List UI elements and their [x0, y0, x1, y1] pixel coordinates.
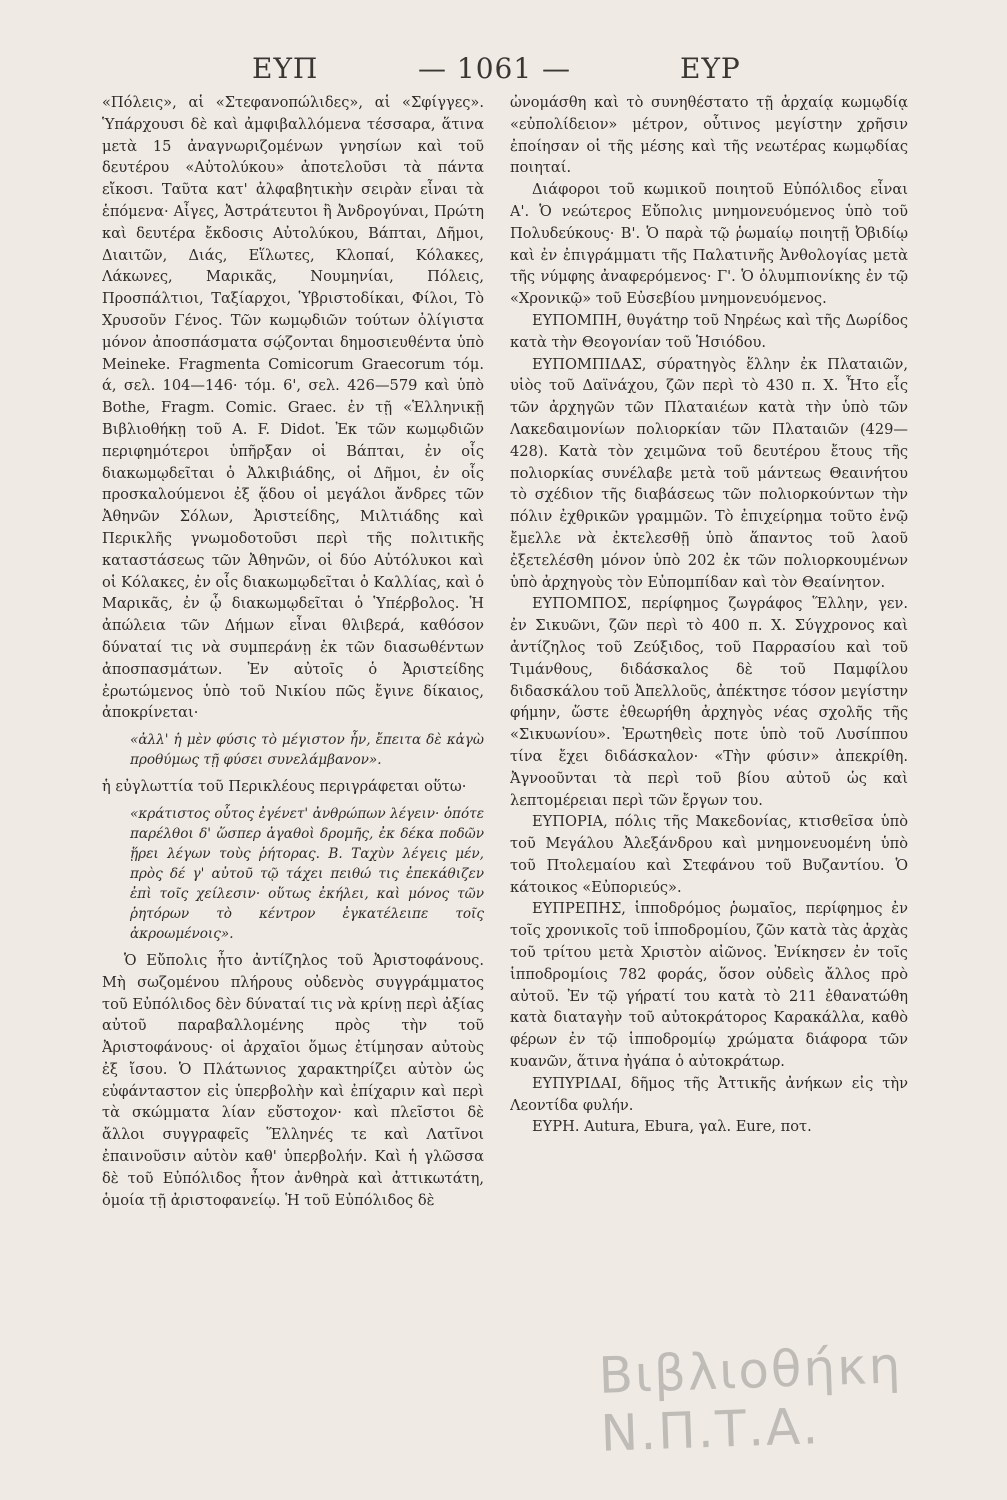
entry-body: δῆμος τῆς Ἀττικῆς ἀνήκων εἰς τὴν Λεοντίδα φυλήν.	[510, 1074, 908, 1114]
dictionary-entry	[510, 354, 908, 594]
entry-headword: ΕΥΠΡΕΠΗΣ,	[532, 900, 626, 918]
dictionary-entry	[510, 593, 908, 811]
entry-body: περίφημος ζωγράφος Ἕλλην, γεν. ἐν Σικυῶνι, ζῶν περὶ τὸ 400 π. Χ. Σύγχρονος καὶ ἀντίζηλος τοῦ Ζεύξιδος, τοῦ Παρρασίου καὶ τοῦ Τιμάνθους, διδάσκαλος δὲ τοῦ Παμφίλου διδασκάλου τοῦ Ἀπελλοῦς, ἀπέκτησε τόσον μεγίστην φήμην, ὥστε ἐθεωρήθη ἀρχηγὸς νέας σχολῆς τῆς «Σικυωνίου». Ἐρωτηθεὶς ποτε ὑπὸ τοῦ Λυσίππου τίνα ἔχει διδάσκαλον· «Τὴν φύσιν» ἀπεκρίθη. Ἀγνοοῦνται τὰ περὶ τοῦ βίου αὐτοῦ ὡς καὶ λεπτομέρειαι περὶ τῶν ἔργων του.	[510, 595, 908, 809]
entry-body: θυγάτηρ τοῦ Νηρέως καὶ τῆς Δωρίδος κατὰ τὴν Θεογονίαν τοῦ Ἡσιόδου.	[510, 311, 908, 351]
paragraph: «Πόλεις», αἱ «Στεφανοπώλιδες», αἱ «Σφίγγες». Ὑπάρχουσι δὲ καὶ ἀμφιβαλλόμενα τέσσαρα, ἅτινα μετὰ 15 ἀναγνωριζομένων γνησίων καὶ τοῦ δευτέρου «Αὐτολύκου» ἀποτελοῦσι τὰ πάντα εἴκοσι. Ταῦτα κατ' ἀλφαβητικὴν σειρὰν εἶναι τὰ ἑπόμενα· Αἶγες, Ἀστράτευτοι ἢ Ἀνδρογύναι, Πρώτη καὶ δευτέρα ἔκδοσις Αὐτολύκου, Βάπται, Δῆμοι, Διαιτῶν, Διάς, Εἵλωτες, Κλοπαί, Κόλακες, Λάκωνες, Μαρικᾶς, Νουμηνίαι, Πόλεις, Προσπάλτιοι, Ταξίαρχοι, Ὑβριστοδίκαι, Φίλοι, Τὸ Χρυσοῦν Γένος. Τῶν κωμῳδιῶν τούτων ὀλίγιστα μόνον ἀποσπάσματα σῴζονται δημοσιευθέντα ὑπὸ Meineke. Fragmenta Comicorum Graecorum τόμ. ά, σελ. 104—146· τόμ. 6', σελ. 426—579 καὶ ὑπὸ Bothe, Fragm. Comic. Graec. ἐν τῇ «Ἑλληνικῇ Βιβλιοθήκῃ τοῦ Α. F. Didot. Ἐκ τῶν κωμῳδιῶν περιφημότεροι ὑπῆρξαν οἱ Βάπται, ἐν οἷς διακωμῳδεῖται ὁ Ἀλκιβιάδης, οἱ Δῆμοι, ἐν οἷς προσκαλούμενοι ἐξ ᾅδου οἱ μεγάλοι ἄνδρες τῶν Ἀθηνῶν Σόλων, Ἀριστείδης, Μιλτιάδης καὶ Περικλῆς γνωμοδοτοῦσι περὶ τῆς πολιτικῆς καταστάσεως τῶν Ἀθηνῶν, οἱ δύο Αὐτόλυκοι καὶ οἱ Κόλακες, ἐν οἷς διακωμῳδεῖται ὁ Καλλίας, καὶ ὁ Μαρικᾶς, ἐν ᾧ διακωμῳδεῖται ὁ Ὑπέρβολος. Ἡ ἀπώλεια τῶν Δήμων εἶναι θλιβερά, καθόσον δύναταί τις νὰ συμπεράνῃ ἐκ τῶν διασωθέντων ἀποσπασμάτων. Ἐν αὐτοῖς ὁ Ἀριστείδης ἐρωτώμενος ὑπὸ τοῦ Νικίου πῶς ἔγινε δίκαιος, ἀποκρίνεται·	[102, 94, 484, 722]
dictionary-entry	[510, 811, 908, 898]
entry-headword: ΕΥΠΥΡΙΔΑΙ,	[532, 1074, 622, 1092]
running-header	[0, 52, 1007, 92]
paragraph: Ὁ Εὔπολις ἦτο ἀντίζηλος τοῦ Ἀριστοφάνους. Μὴ σωζομένου πλήρους οὐδενὸς συγγράμματος τοῦ Εὐπόλιδος δὲν δύναταί τις νὰ κρίνῃ περὶ ἀξίας αὐτοῦ παραβαλλομένης πρὸς τὴν τοῦ Ἀριστοφάνους· οἱ ἀρχαῖοι ὅμως ἐτίμησαν αὐτοὺς ἐξ ἴσου. Ὁ Πλάτωνιος χαρακτηρίζει αὐτὸν ὡς εὐφάνταστον εἰς ὑπερβολὴν καὶ ἐπίχαριν καὶ περὶ τὰ σκώμματα λίαν εὔστοχον· καὶ πλεῖστοι δὲ ἄλλοι συγγραφεῖς Ἕλληνές τε καὶ Λατῖνοι ἐπαινοῦσιν αὐτὸν καθ' ὑπερβολήν. Καὶ ἡ γλῶσσα δὲ τοῦ Εὐπόλιδος ἦτον ἀνθηρὰ καὶ ἀττικωτάτη, ὁμοία τῇ ἀριστοφανείῳ. Ἡ τοῦ Εὐπόλιδος δὲ	[102, 951, 484, 1209]
page-number: — 1061 —	[418, 52, 572, 85]
entry-body: σύρατηγὸς ἕλλην ἐκ Πλαταιῶν, υἱὸς τοῦ Δαϊνάχου, ζῶν περὶ τὸ 430 π. Χ. Ἦτο εἷς τῶν ἀρχηγῶν τῶν Πλαταιέων κατὰ τὴν ὑπὸ τῶν Λακεδαιμονίων πολιορκίαν τῶν Πλαταιῶν (429—428). Κατὰ τὸν χειμῶνα τοῦ δευτέρου ἔτους τῆς πολιορκίας συνέλαβε μετὰ τοῦ μάντεως Θεαινήτου τὸ σχέδιον τῆς διαβάσεως τῶν πολιορκούντων τὴν πόλιν ἐχθρικῶν γραμμῶν. Τὸ ἐπιχείρημα τοῦτο ἐνῷ ἔμελλε νὰ ἐκτελεσθῇ ὑπὸ ἅπαντος τοῦ λαοῦ ἐξετελέσθη μόνον ὑπὸ 202 ἐκ τῶν πολιορκουμένων ὑπὸ ἀρχηγοὺς τὸν Εὐπομπίδαν καὶ τὸν Θεαίνητον.	[510, 355, 908, 591]
entry-headword: ΕΥΠΟΡΙΑ,	[532, 813, 608, 831]
paragraph: Διάφοροι τοῦ κωμικοῦ ποιητοῦ Εὐπόλιδος εἶναι Α'. Ὁ νεώτερος Εὔπολις μνημονευόμενος ὑπὸ τοῦ Πολυδεύκους· Β'. Ὁ παρὰ τῷ ῥωμαίῳ ποιητῇ Ὀβιδίῳ καὶ ἐν ἐπιγράμματι τῆς Παλατινῆς Ἀνθολογίας μετὰ τῆς νύμφης ἀναφερόμενος· Γ'. Ὁ ὀλυμπιονίκης ἐν τῷ «Χρονικῷ» τοῦ Εὐσεβίου μνημονευόμενος.	[510, 181, 908, 308]
dictionary-entry	[510, 310, 908, 354]
header-right-guide: ΕΥΡ	[680, 52, 741, 85]
entry-headword: ΕΥΠΟΜΠΟΣ,	[532, 595, 632, 613]
dictionary-entry	[510, 1116, 908, 1138]
dictionary-entry	[510, 898, 908, 1072]
left-column	[102, 92, 484, 1462]
dictionary-entry	[510, 1073, 908, 1117]
entry-headword: ΕΥΡΗ.	[532, 1118, 580, 1136]
header-left-guide: ΕΥΠ	[252, 52, 319, 85]
entry-body: ἱπποδρόμος ῥωμαῖος, περίφημος ἐν τοῖς χρονικοῖς τοῦ ἱπποδρομίου, ζῶν κατὰ τὰς ἀρχὰς τοῦ τρίτου μετὰ Χριστὸν αἰῶνος. Ἐνίκησεν ἐν τοῖς ἱπποδρομίοις 782 φοράς, ὅσον οὐδεὶς ἄλλος πρὸ αὐτοῦ. Ἐν τῷ γήρατί του κατὰ τὸ 211 ἐθανατώθη κατὰ διαταγὴν τοῦ αὐτοκράτορος Καρακάλλα, καθὸ φέρων ἐν τῷ ἱπποδρομίῳ χρώματα διάφορα τῶν κυανῶν, ἅτινα ἠγάπα ὁ αὐτοκράτωρ.	[510, 900, 908, 1071]
library-stamp-watermark: Βιβλιοθήκη Ν.Π.Τ.Α.	[597, 1336, 904, 1463]
verse-quote: «κράτιστος οὗτος ἐγένετ' ἀνθρώπων λέγειν· ὁπότε παρέλθοι δ' ὥσπερ ἀγαθοὶ δρομῆς, ἐκ δέκα ποδῶν ᾕρει λέγων τοὺς ῥήτορας. Β. Ταχὺν λέγεις μέν, πρὸς δέ γ' αὐτοῦ τῷ τάχει πειθώ τις ἐπεκάθιζεν ἐπὶ τοῖς χείλεσιν· οὕτως ἐκήλει, καὶ μόνος τῶν ῥητόρων τὸ κέντρον ἐγκατέλειπε τοῖς ἀκροωμένοις».	[130, 805, 484, 942]
paragraph: ὠνομάσθη καὶ τὸ συνηθέστατο τῇ ἀρχαίᾳ κωμῳδίᾳ «εὐπολίδειον» μέτρον, οὗτινος μεγίστην χρῆσιν ἐποίησαν οἱ τῆς μέσης καὶ τῆς νεωτέρας κωμῳδίας ποιηταί.	[510, 94, 908, 177]
paragraph: ἡ εὐγλωττία τοῦ Περικλέους περιγράφεται οὕτω·	[102, 778, 467, 796]
verse-quote: «ἀλλ' ἡ μὲν φύσις τὸ μέγιστον ἦν, ἔπειτα δὲ κἀγὼ προθύμως τῇ φύσει συνελάμβανον».	[130, 732, 484, 769]
entry-headword: ΕΥΠΟΜΠΗ,	[532, 311, 623, 329]
right-column	[510, 92, 908, 1412]
entry-body: Autura, Ebura, γαλ. Eure, ποτ.	[579, 1118, 812, 1136]
entry-headword: ΕΥΠΟΜΠΙΔΑΣ,	[532, 355, 647, 373]
entry-body: πόλις τῆς Μακεδονίας, κτισθεῖσα ὑπὸ τοῦ Μεγάλου Ἀλεξάνδρου καὶ μνημονευομένη ὑπὸ τοῦ Πτολεμαίου καὶ Στεφάνου τοῦ Βυζαντίου. Ὁ κάτοικος «Εὐποριεύς».	[510, 813, 908, 896]
